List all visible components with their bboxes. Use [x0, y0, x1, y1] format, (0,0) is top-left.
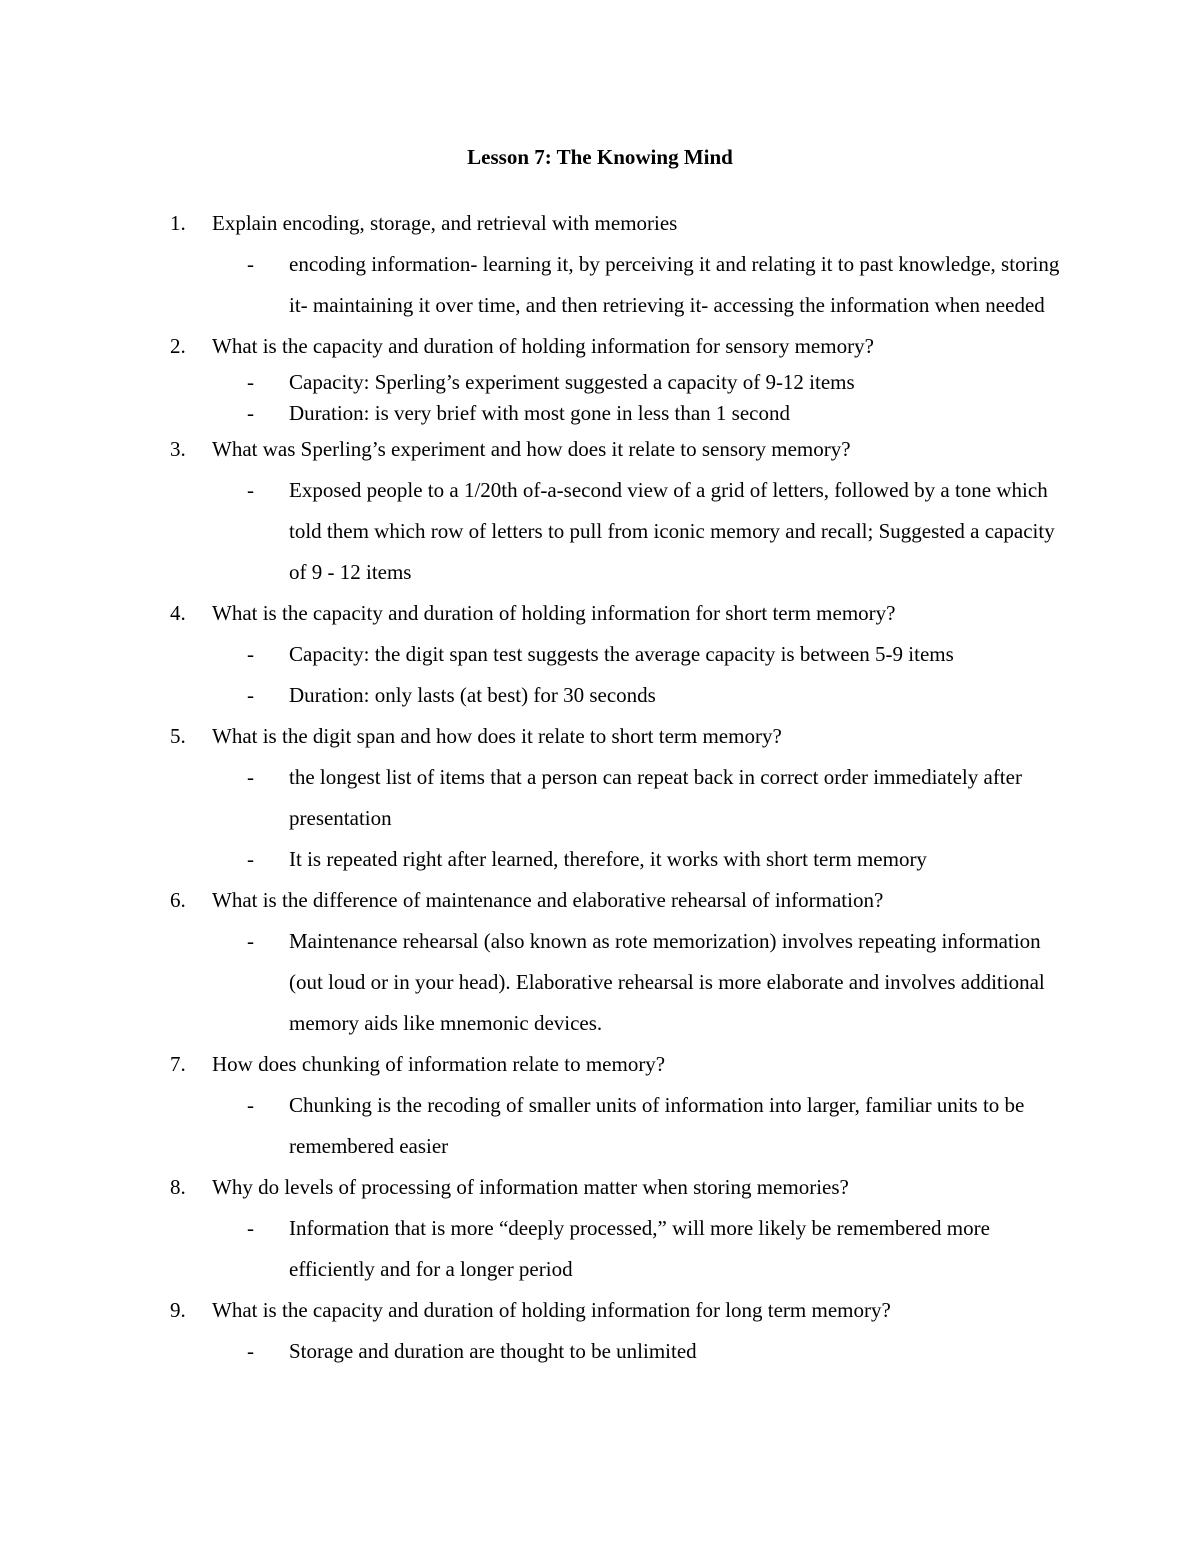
- dash-bullet: -: [247, 683, 254, 707]
- answer-text: Duration: is very brief with most gone in less than 1 second: [289, 401, 790, 425]
- question-item: [170, 593, 1070, 716]
- answer-list: [170, 367, 1070, 429]
- dash-bullet: -: [247, 929, 254, 953]
- answer-list: [170, 921, 1070, 1044]
- answer-text: Chunking is the recoding of smaller units of information into larger, familiar units to be remembered easier: [289, 1093, 1025, 1158]
- question-text: What is the digit span and how does it relate to short term memory?: [212, 724, 782, 748]
- question-text: Why do levels of processing of information matter when storing memories?: [212, 1175, 849, 1199]
- answer-list: [170, 244, 1070, 326]
- question-item: [170, 880, 1070, 1044]
- question-text: How does chunking of information relate to memory?: [212, 1052, 666, 1076]
- answer-text: encoding information- learning it, by perceiving it and relating it to past knowledge, storing it- maintaining it over time, and then retrieving it- accessing the information when needed: [289, 252, 1060, 317]
- question-text: What is the capacity and duration of holding information for short term memory?: [212, 601, 896, 625]
- answer-item: [170, 634, 1070, 675]
- answer-item: [170, 757, 1070, 839]
- question-number: 5.: [170, 724, 186, 748]
- answer-list: [170, 634, 1070, 716]
- answer-item: [170, 367, 1070, 398]
- question-item: [170, 326, 1070, 429]
- answer-text: Maintenance rehearsal (also known as rote memorization) involves repeating information (out loud or in your head). Elaborative rehearsal is more elaborate and involves additional memory aids like mnemonic devices.: [289, 929, 1045, 1035]
- answer-text: Exposed people to a 1/20th of-a-second view of a grid of letters, followed by a tone which told them which row of letters to pull from iconic memory and recall; Suggested a capacity of 9 - 12 items: [289, 478, 1055, 584]
- question-text: What is the difference of maintenance and elaborative rehearsal of information?: [212, 888, 884, 912]
- answer-list: [170, 470, 1070, 593]
- question-number: 9.: [170, 1298, 186, 1322]
- answer-item: [170, 398, 1070, 429]
- question-list: [170, 203, 1070, 1372]
- answer-item: [170, 244, 1070, 326]
- question-item: [170, 716, 1070, 880]
- question-text: What was Sperling’s experiment and how does it relate to sensory memory?: [212, 437, 851, 461]
- answer-text: the longest list of items that a person can repeat back in correct order immediately after presentation: [289, 765, 1022, 830]
- answer-item: [170, 1331, 1070, 1372]
- dash-bullet: -: [247, 1093, 254, 1117]
- dash-bullet: -: [247, 252, 254, 276]
- dash-bullet: -: [247, 642, 254, 666]
- dash-bullet: -: [247, 401, 254, 425]
- answer-text: Duration: only lasts (at best) for 30 seconds: [289, 683, 656, 707]
- question-text: What is the capacity and duration of holding information for sensory memory?: [212, 334, 874, 358]
- dash-bullet: -: [247, 370, 254, 394]
- dash-bullet: -: [247, 847, 254, 871]
- answer-text: Information that is more “deeply processed,” will more likely be remembered more efficiently and for a longer period: [289, 1216, 990, 1281]
- question-item: [170, 203, 1070, 326]
- dash-bullet: -: [247, 765, 254, 789]
- answer-list: [170, 1208, 1070, 1290]
- question-number: 6.: [170, 888, 186, 912]
- answer-text: Capacity: the digit span test suggests the average capacity is between 5-9 items: [289, 642, 954, 666]
- answer-list: [170, 757, 1070, 880]
- answer-list: [170, 1331, 1070, 1372]
- question-item: [170, 1044, 1070, 1167]
- answer-item: [170, 470, 1070, 593]
- dash-bullet: -: [247, 1339, 254, 1363]
- question-item: [170, 1290, 1070, 1372]
- answer-text: Capacity: Sperling’s experiment suggested a capacity of 9-12 items: [289, 370, 855, 394]
- question-number: 3.: [170, 437, 186, 461]
- question-number: 7.: [170, 1052, 186, 1076]
- question-number: 4.: [170, 601, 186, 625]
- question-text: What is the capacity and duration of holding information for long term memory?: [212, 1298, 891, 1322]
- answer-item: [170, 1085, 1070, 1167]
- answer-item: [170, 1208, 1070, 1290]
- question-number: 1.: [170, 211, 186, 235]
- answer-text: It is repeated right after learned, therefore, it works with short term memory: [289, 847, 927, 871]
- question-number: 2.: [170, 334, 186, 358]
- answer-item: [170, 921, 1070, 1044]
- question-text: Explain encoding, storage, and retrieval with memories: [212, 211, 678, 235]
- answer-text: Storage and duration are thought to be unlimited: [289, 1339, 697, 1363]
- answer-item: [170, 839, 1070, 880]
- dash-bullet: -: [247, 1216, 254, 1240]
- question-number: 8.: [170, 1175, 186, 1199]
- page-title: Lesson 7: The Knowing Mind: [467, 145, 733, 169]
- question-item: [170, 429, 1070, 593]
- answer-item: [170, 675, 1070, 716]
- dash-bullet: -: [247, 478, 254, 502]
- question-item: [170, 1167, 1070, 1290]
- answer-list: [170, 1085, 1070, 1167]
